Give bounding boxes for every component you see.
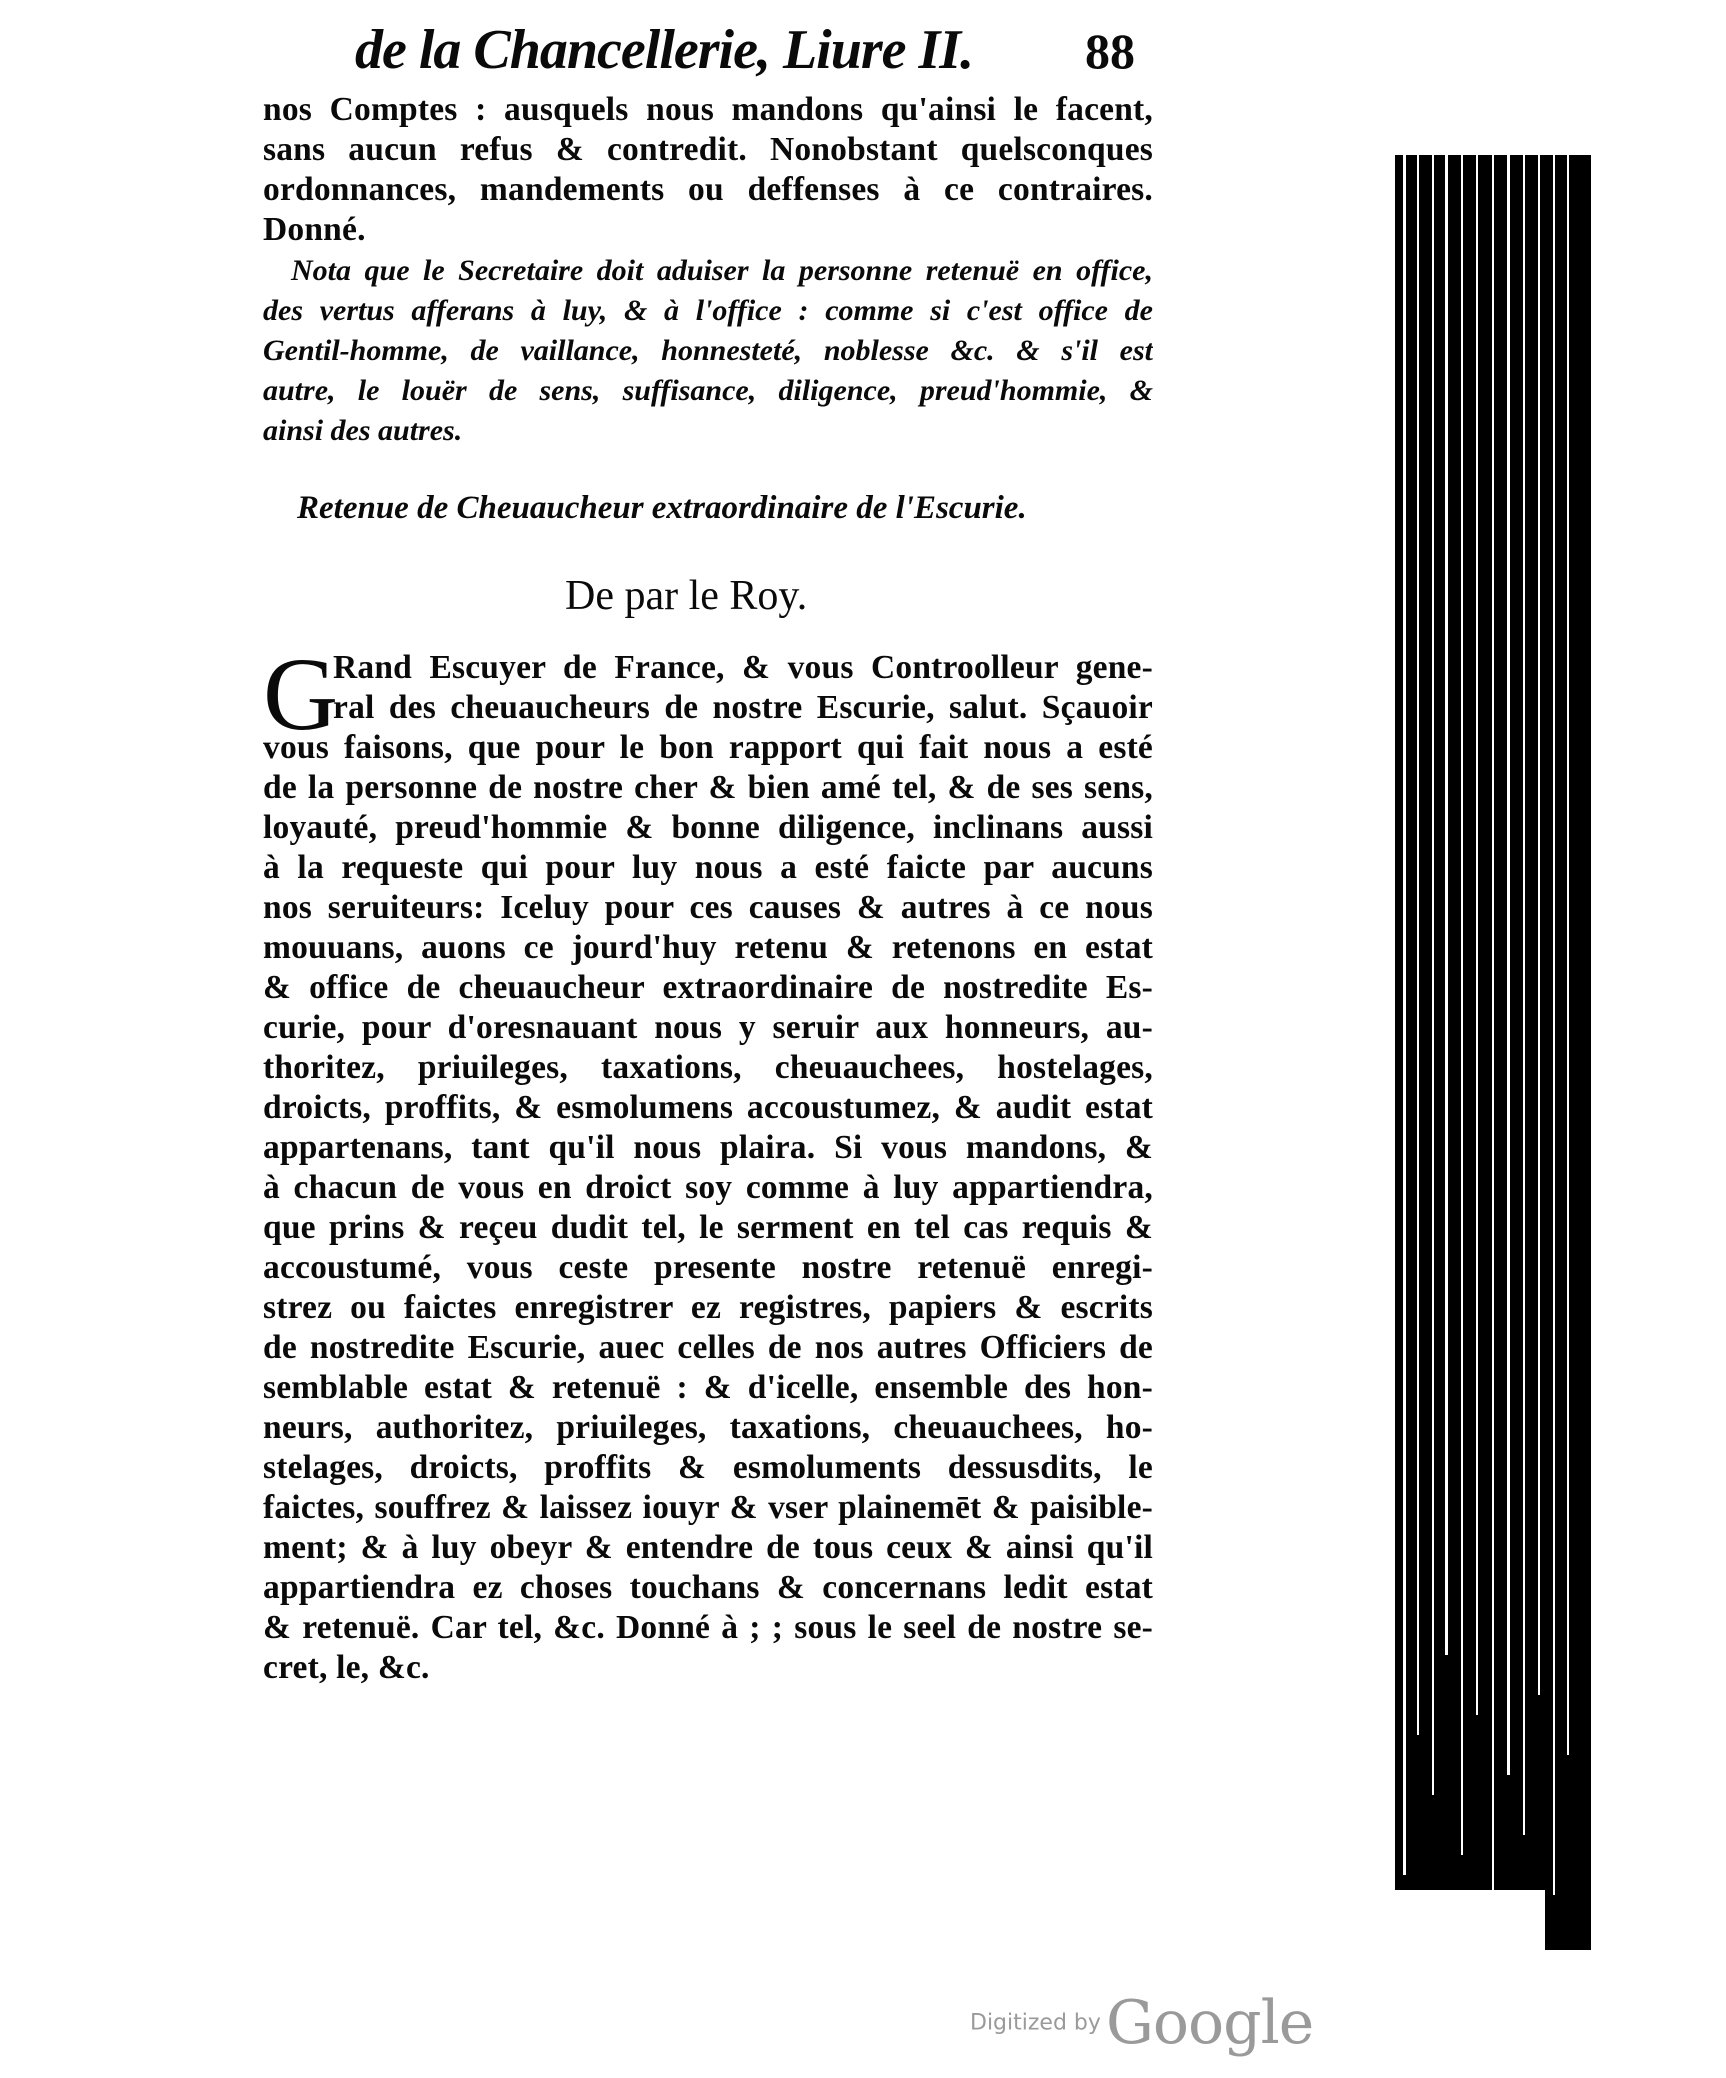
text-line: Donné. xyxy=(263,211,366,248)
running-title: de la Chancellerie, Liure II. xyxy=(355,19,974,81)
body-line: stelages, droicts, proffits & esmoluments dessusdits, le xyxy=(263,1449,1153,1486)
running-head xyxy=(355,18,1135,88)
text-line: ordonnances, mandements ou deffenses à ce contraires. xyxy=(263,171,1153,208)
body-line: nos seruiteurs: Iceluy pour ces causes & autres à ce nous xyxy=(263,889,1153,926)
body-line: appartenans, tant qu'il nous plaira. Si vous mandons, & xyxy=(263,1129,1153,1166)
drop-capital: G xyxy=(263,637,339,752)
body-line: ment; & à luy obeyr & entendre de tous ceux & ainsi qu'il xyxy=(263,1529,1153,1566)
body-line: que prins & reçeu dudit tel, le serment en tel cas requis & xyxy=(263,1209,1153,1246)
watermark-prefix: Digitized by xyxy=(970,2010,1101,2036)
note-line: Gentil-homme, de vaillance, honnesteté, noblesse &c. & s'il est xyxy=(263,334,1153,367)
body-text xyxy=(263,728,1153,1688)
google-logo: Google xyxy=(1106,1988,1314,2058)
body-line: cret, le, &c. xyxy=(263,1649,430,1686)
body-line: accoustumé, vous ceste presente nostre retenuë enregi- xyxy=(263,1249,1153,1286)
body-line: vous faisons, que pour le bon rapport qui fait nous a esté xyxy=(263,729,1153,766)
body-line: ral des cheuaucheurs de nostre Escurie, salut. Sçauoir xyxy=(333,689,1153,726)
note-line: Nota que le Secretaire doit aduiser la personne retenuë en office, xyxy=(291,254,1153,287)
body-line: neurs, authoritez, priuileges, taxations, cheuauchees, ho- xyxy=(263,1409,1153,1446)
body-line: Rand Escuyer de France, & vous Controolleur gene- xyxy=(333,649,1153,686)
body-line: faictes, souffrez & laissez iouyr & vser plainemēt & paisible- xyxy=(263,1489,1153,1526)
note-line: ainsi des autres. xyxy=(263,414,463,447)
body-line: semblable estat & retenuë : & d'icelle, ensemble des hon- xyxy=(263,1369,1153,1406)
body-line: à la requeste qui pour luy nous a esté faicte par aucuns xyxy=(263,849,1153,886)
top-paragraph xyxy=(263,90,1153,250)
body-line: mouuans, auons ce jourd'huy retenu & retenons en estat xyxy=(263,929,1153,966)
page-number: 88 xyxy=(1085,23,1135,79)
subheading: De par le Roy. xyxy=(565,573,808,619)
body-line: & retenuë. Car tel, &c. Donné à ; ; sous le seel de nostre se- xyxy=(263,1609,1153,1646)
note-line: autre, le louër de sens, suffisance, diligence, preud'hommie, & xyxy=(263,374,1153,407)
body-line: de la personne de nostre cher & bien amé tel, & de ses sens, xyxy=(263,769,1153,806)
page-edge-shadow xyxy=(1395,155,1591,1950)
body-line: loyauté, preud'hommie & bonne diligence, inclinans aussi xyxy=(263,809,1153,846)
body-line: de nostredite Escurie, auec celles de nos autres Officiers de xyxy=(263,1329,1153,1366)
body-line: à chacun de vous en droict soy comme à luy appartiendra, xyxy=(263,1169,1153,1206)
digitized-by-watermark xyxy=(970,1988,1313,2058)
text-line: sans aucun refus & contredit. Nonobstant quelsconques xyxy=(263,131,1153,168)
body-line: droicts, proffits, & esmolumens accoustumez, & audit estat xyxy=(263,1089,1153,1126)
body-line: curie, pour d'oresnauant nous y seruir aux honneurs, au- xyxy=(263,1009,1153,1046)
body-line: thoritez, priuileges, taxations, cheuauchees, hostelages, xyxy=(263,1049,1153,1086)
section-heading: Retenue de Cheuaucheur extraordinaire de l'Escurie. xyxy=(297,490,1027,526)
secretary-note xyxy=(263,251,1153,451)
note-line: des vertus afferans à luy, & à l'office : comme si c'est office de xyxy=(263,294,1153,327)
body-line: appartiendra ez choses touchans & concernans ledit estat xyxy=(263,1569,1153,1606)
text-line: nos Comptes : ausquels nous mandons qu'ainsi le facent, xyxy=(263,91,1153,128)
body-line: & office de cheuaucheur extraordinaire de nostredite Es- xyxy=(263,969,1153,1006)
body-line: strez ou faictes enregistrer ez registres, papiers & escrits xyxy=(263,1289,1153,1326)
body-opening-lines xyxy=(333,648,1153,728)
